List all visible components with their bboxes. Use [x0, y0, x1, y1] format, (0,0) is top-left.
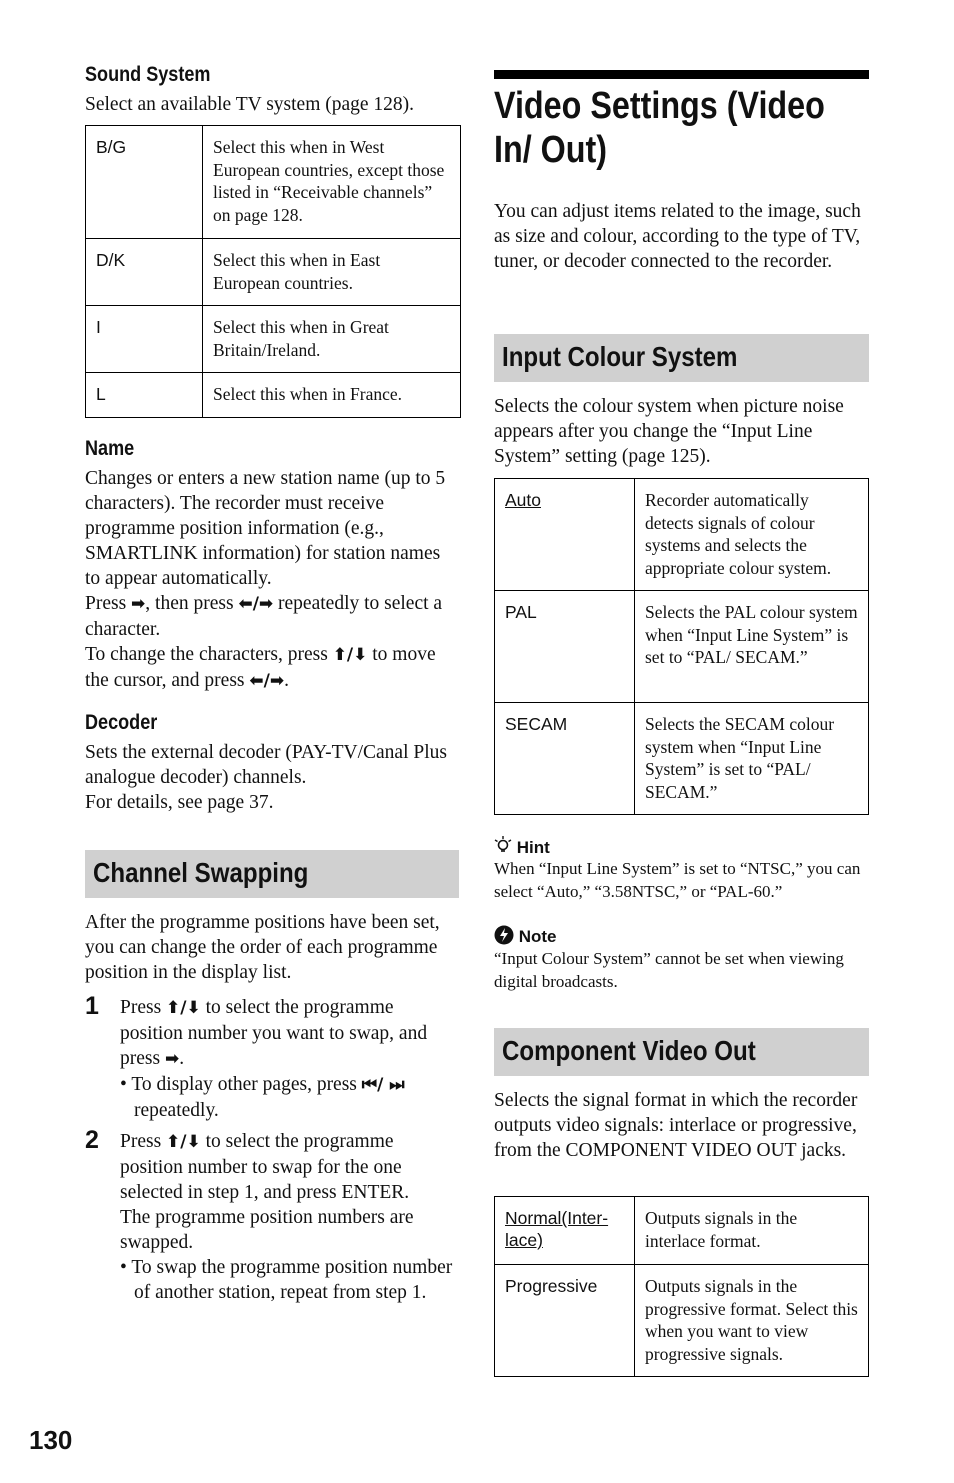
table-row	[495, 1197, 869, 1265]
input-colour-table	[494, 478, 869, 815]
option-key: D/K	[86, 239, 203, 306]
option-description: Selects the SECAM colour system when “Input Line System” is set to “PAL/ SECAM.”	[635, 703, 869, 815]
page-title: Video Settings (Video In/ Out)	[494, 85, 825, 171]
name-press-line	[85, 591, 460, 642]
step-text	[120, 995, 460, 1123]
text-fragment: Press	[120, 997, 162, 1018]
channel-swapping-heading: Channel Swapping	[93, 857, 309, 888]
component-video-heading: Component Video Out	[502, 1035, 756, 1066]
option-key: I	[86, 306, 203, 373]
decoder-description: Sets the external decoder (PAY-TV/Canal Plus analogue decoder) channels.	[85, 742, 447, 788]
title-rule	[494, 70, 869, 79]
option-description: Selects the PAL colour system when “Input Line System” is set to “PAL/ SECAM.”	[635, 591, 869, 703]
text-fragment: Press	[85, 593, 127, 614]
option-key: L	[86, 373, 203, 418]
text-fragment: to select the programme position number you want to swap, and press	[120, 997, 428, 1069]
step-2	[85, 1126, 460, 1336]
name-description: Changes or enters a new station name (up to 5 characters). The recorder must receive programme position information (e.g., SMARTLINK information) for station names to appear automatically.	[85, 468, 446, 589]
table-row	[495, 703, 869, 815]
component-video-band	[494, 1028, 869, 1076]
right-arrow-icon: ➡	[164, 1049, 180, 1069]
step-number: 1	[85, 992, 99, 1020]
note-label-row	[494, 925, 557, 947]
left-right-arrow-icon: ⬅/➡	[238, 594, 274, 614]
component-video-table	[494, 1196, 869, 1377]
table-row	[495, 591, 869, 703]
hint-text: When “Input Line System” is set to “NTSC,” you can select “Auto,” “3.58NTSC,” or “PAL-60.”	[494, 859, 861, 901]
table-row	[495, 1265, 869, 1377]
text-fragment: .	[179, 1048, 185, 1069]
option-key: SECAM	[495, 703, 635, 815]
option-description: Select this when in East European countries.	[203, 239, 461, 306]
up-down-arrow-icon: ⬆/⬇	[332, 645, 368, 665]
note-text: “Input Colour System” cannot be set when viewing digital broadcasts.	[494, 949, 844, 991]
text-fragment: repeatedly to select a character.	[85, 593, 443, 640]
note-icon	[494, 925, 514, 945]
up-down-arrow-icon: ⬆/⬇	[166, 1132, 201, 1152]
option-description: Outputs signals in the interlace format.	[635, 1197, 869, 1265]
hint-label-row	[494, 836, 550, 858]
right-arrow-icon: ➡	[131, 594, 146, 614]
option-description: Recorder automatically detects signals of colour systems and selects the appropriate colour system.	[635, 479, 869, 591]
previous-next-icon: ⏮/ ⏭	[361, 1075, 405, 1095]
decoder-heading: Decoder	[85, 711, 158, 734]
step-bullet	[120, 1072, 460, 1123]
lightbulb-icon	[494, 836, 512, 856]
table-row	[86, 239, 461, 306]
text-fragment: to select the programme position number to swap for the one selected in step 1, and press ENTER.	[120, 1131, 410, 1203]
option-key	[495, 479, 635, 591]
text-fragment: to move the cursor, and press	[85, 644, 436, 691]
option-description: Outputs signals in the progressive format. Select this when you want to view progressive signals.	[635, 1265, 869, 1377]
text-fragment: repeatedly.	[134, 1100, 219, 1121]
step-text	[120, 1129, 460, 1305]
channel-swapping-band	[85, 850, 459, 898]
note-label: Note	[518, 927, 557, 946]
name-cursor-line	[85, 642, 460, 694]
text-fragment: Press	[120, 1131, 162, 1152]
option-description: Select this when in France.	[203, 373, 461, 418]
input-colour-heading: Input Colour System	[502, 341, 738, 372]
text-fragment: • To display other pages, press	[120, 1074, 357, 1095]
option-key	[495, 1197, 635, 1265]
channel-swapping-intro: After the programme positions have been set, you can change the order of each programme position in the display list.	[85, 912, 440, 983]
step-number: 2	[85, 1126, 99, 1154]
default-option-label: Auto	[505, 490, 541, 510]
option-key: B/G	[86, 126, 203, 239]
video-settings-intro: You can adjust items related to the image, such as size and colour, according to the type of TV, tuner, or decoder connected to the recorder.	[494, 201, 861, 272]
input-colour-band	[494, 334, 869, 382]
text-fragment: .	[284, 670, 289, 691]
option-key: Progressive	[495, 1265, 635, 1377]
table-row	[86, 306, 461, 373]
component-video-intro: Selects the signal format in which the recorder outputs video signals: interlace or progressive, from the COMPONENT VIDEO OUT jacks.	[494, 1090, 858, 1161]
sound-system-table	[85, 125, 461, 418]
hint-label: Hint	[516, 838, 550, 857]
up-down-arrow-icon: ⬆/⬇	[166, 998, 201, 1018]
sound-system-intro: Select an available TV system (page 128).	[85, 94, 415, 115]
step-bullet: • To swap the programme position number of another station, repeat from step 1.	[120, 1257, 453, 1303]
name-heading: Name	[85, 437, 135, 460]
option-key: PAL	[495, 591, 635, 703]
name-body	[85, 466, 460, 694]
text-fragment: , then press	[145, 593, 234, 614]
left-right-arrow-icon: ⬅/➡	[249, 671, 285, 691]
sound-system-heading: Sound System	[85, 63, 211, 86]
input-colour-intro: Selects the colour system when picture noise appears after you change the “Input Line System” setting (page 125).	[494, 396, 844, 467]
table-row	[86, 373, 461, 418]
page-number: 130	[29, 1425, 73, 1455]
step-result: The programme position numbers are swapped.	[120, 1207, 414, 1253]
text-fragment: To change the characters, press	[85, 644, 328, 665]
decoder-reference: For details, see page 37.	[85, 792, 274, 813]
option-description: Select this when in West European countries, except those listed in “Receivable channels” on page 128.	[203, 126, 461, 239]
table-row	[495, 479, 869, 591]
table-row	[86, 126, 461, 239]
step-1	[85, 992, 460, 1121]
option-description: Select this when in Great Britain/Ireland.	[203, 306, 461, 373]
decoder-body	[85, 740, 460, 815]
default-option-label: Normal(Inter-lace)	[505, 1208, 609, 1250]
